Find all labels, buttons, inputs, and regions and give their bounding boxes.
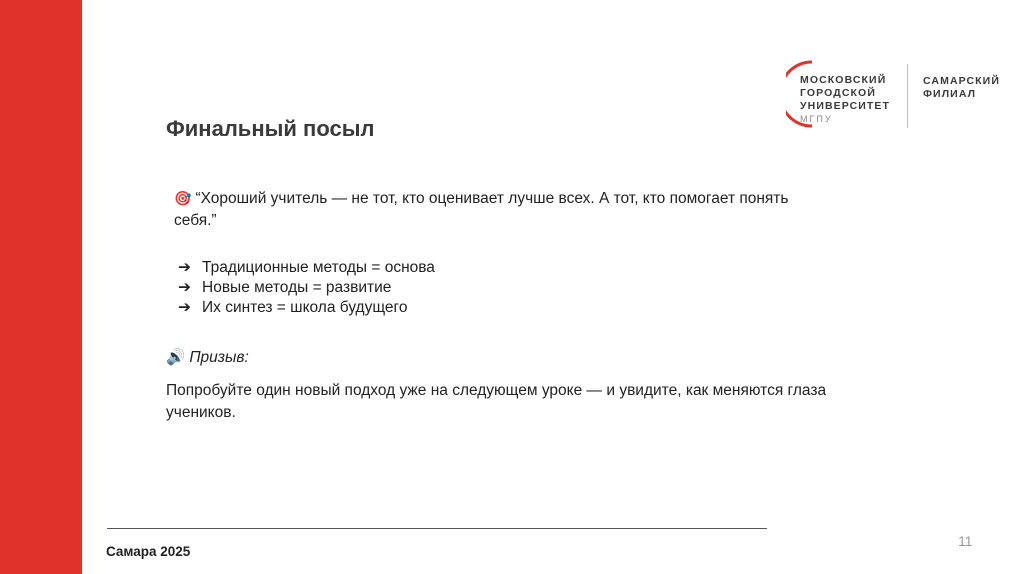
university-logo — [786, 58, 1000, 130]
footer-city-year: Самара 2025 — [106, 544, 191, 559]
page-number: 11 — [958, 533, 973, 549]
quote-text: “Хороший учитель — не тот, кто оценивает лучше всех. А тот, кто помогает понять себя.” — [174, 190, 789, 229]
list-item: ➔ Новые методы = развитие — [178, 279, 392, 296]
list-item: ➔ Традиционные методы = основа — [178, 259, 435, 276]
university-abbr: МГПУ — [800, 114, 833, 124]
call-heading — [166, 348, 249, 367]
bullet-list — [178, 258, 435, 318]
list-item: ➔ Их синтез = школа будущего — [178, 299, 408, 316]
target-icon: 🎯 — [174, 190, 192, 206]
university-name: МОСКОВСКИЙ ГОРОДСКОЙ УНИВЕРСИТЕТ — [800, 74, 891, 112]
arrow-icon: ➔ — [178, 279, 191, 296]
call-text: Попробуйте один новый подход уже на следующем уроке — и увидите, как меняются глаза учеников. — [166, 382, 827, 421]
arrow-icon: ➔ — [178, 299, 191, 316]
footer-divider — [107, 528, 767, 529]
slide-title: Финальный посыл — [166, 116, 375, 141]
logo-divider — [907, 64, 908, 128]
call-label: Призыв: — [189, 349, 249, 366]
branch-name: САМАРСКИЙ ФИЛИАЛ — [923, 75, 1000, 100]
left-accent-bar — [0, 0, 82, 574]
arrow-icon: ➔ — [178, 259, 191, 276]
quote-block — [174, 187, 814, 232]
speaker-icon: 🔊 — [166, 349, 186, 366]
